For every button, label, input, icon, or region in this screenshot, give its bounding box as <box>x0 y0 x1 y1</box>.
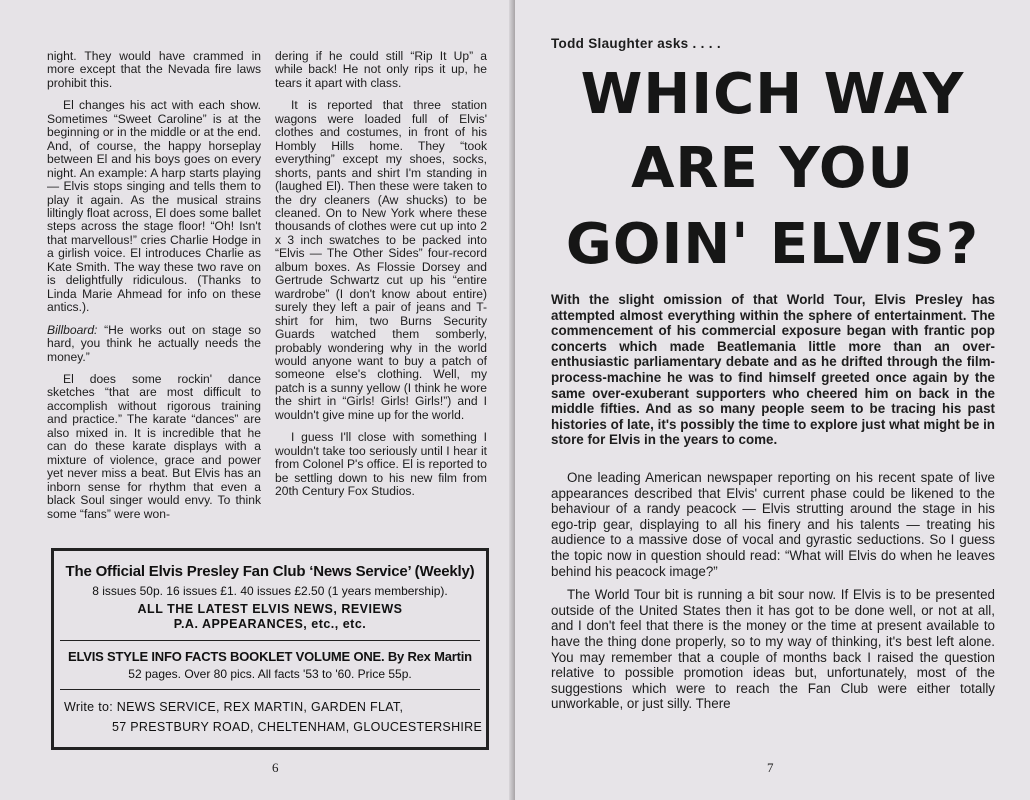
billboard-quote: “He works out on stage so hard, you think he actually needs the money.” <box>47 322 261 364</box>
left-column-2 <box>275 50 487 508</box>
paragraph: El changes his act with each show. Sometimes “Sweet Caroline” is at the beginning or in the middle or at the end. And, of course, the happy horseplay between El and his boys goes on every night. An example: A harp starts playing — Elvis stops singing and tells them to play it again. As the musical strains liltingly float across, El does some ballet steps across the stage floor! “Oh! Isn't that marvellous!” cries Charlie Hodge in a girlish voice. El introduces Charlie as Kate Smith. The way these two rave on is delightfully ridiculous. (Thanks to Linda Marie Ahmead for info on these antics.). <box>47 98 261 315</box>
advert-address: 57 PRESTBURY ROAD, CHELTENHAM, GLOUCESTERSHIRE <box>112 720 483 734</box>
advert-banner <box>54 602 486 632</box>
billboard-label: Billboard: <box>47 322 98 337</box>
paragraph: I guess I'll close with something I wouldn't take too seriously until I hear it from Colonel P's office. El is reported to be settling down to his new film from 20th Century Fox Studios. <box>275 430 487 499</box>
headline-line: WHICH WAY <box>580 62 965 127</box>
page-number: 7 <box>767 760 774 775</box>
left-column-1 <box>47 50 261 530</box>
paragraph: The World Tour bit is running a bit sour now. If Elvis is to be presented outside of the United States then it has got to be done well, or not at all, and I don't feel that there is the money or the time at present available to have the thing done properly, so to my way of thinking, it's best left alone. You may remember that a couple of months back I raised the question relative to possible promotion ideas but, unfortunately, most of the suggestions which were to reach the Fan Club were either totally unworkable, or just silly. There <box>551 587 995 712</box>
advert-divider <box>60 640 480 641</box>
advert-booklet-title: ELVIS STYLE INFO FACTS BOOKLET VOLUME ONE. By Rex Martin <box>68 649 472 664</box>
headline-line: ARE YOU <box>631 136 914 201</box>
paragraph: night. They would have crammed in more except that the Nevada fire laws prohibit this. <box>47 49 261 90</box>
billboard-paragraph <box>47 324 261 364</box>
article-body <box>551 470 995 720</box>
advert-banner-line: P.A. APPEARANCES, etc., etc. <box>173 617 367 631</box>
byline: Todd Slaughter asks . . . . <box>551 36 721 51</box>
advert-prices: 8 issues 50p. 16 issues £1. 40 issues £2.50 (1 years membership). <box>92 584 448 598</box>
right-page <box>515 0 1030 800</box>
advert-write-to: Write to: NEWS SERVICE, REX MARTIN, GARDEN FLAT, <box>64 700 404 714</box>
paragraph: One leading American newspaper reporting on his recent spate of live appearances described that Elvis' current phase could be likened to the behaviour of a randy peacock — Elvis strutting around the stage in his ego-trip gear, displaying to all his finery and his talents — treating his audience to a massive dose of vocal and gyrastic seductions. So I guess the topic now in question should read: “What will Elvis do when he leaves behind his peacock image?” <box>551 470 995 579</box>
advert-banner-line: ALL THE LATEST ELVIS NEWS, REVIEWS <box>137 602 403 616</box>
paragraph: El does some rockin' dance sketches “that are most difficult to accomplish without rigorous training and practice.” The karate “dances” are also mixed in. It is incredible that he can do these karate displays with a mixture of violence, grace and power yet never miss a beat. But Elvis has an inborn sense for rhythm that even a black Soul singer would envy. To think some “fans” were won- <box>47 371 261 521</box>
advert-divider <box>60 689 480 690</box>
fan-club-advert <box>51 548 489 750</box>
advert-booklet-details: 52 pages. Over 80 pics. All facts '53 to '60. Price 55p. <box>128 667 412 681</box>
advert-title: The Official Elvis Presley Fan Club ‘News Service’ (Weekly) <box>65 563 475 580</box>
paragraph: dering if he could still “Rip It Up” a while back! He not only rips it up, he tears it apart with class. <box>275 49 487 90</box>
headline-line: GOIN' ELVIS? <box>565 212 980 277</box>
page-number: 6 <box>272 760 279 775</box>
paragraph: It is reported that three station wagons were loaded full of Elvis' clothes and costumes, in front of his Hombly Hills home. They “took everything” except my shoes, socks, shorts, pants and shirt I'm standing in (laughed El). Then these were taken to the dry cleaners (Aw shucks) to be cleaned. On to New York where these thousands of clothes were cut up into 2 x 3 inch swatches to be packed into “Elvis — The Other Sides” four-record album boxes. As Flossie Dorsey and Gertrude Schwartz cut up his “entire wardrobe” (I don't know about entire) surely they left a pair of jeans and T-shirt for him, two Burns Security Guards watched them somberly, probably wondering why in the world would anyone want to buy a patch of someone else's clothing. Well, my patch is a sunny yellow (I think he wore the shirt in “Girls! Girls! Girls!”) and I wouldn't give mine up for the world. <box>275 98 487 422</box>
intro-paragraph: With the slight omission of that World Tour, Elvis Presley has attempted almost everything within the sphere of entertainment. The commencement of his commercial exposure began with frantic pop concerts which made Beatlemania little more than an over-enthusiastic parliamentary debate and as he drifted through the film-process-machine he was to find himself greeted once again by the same over-exuberant supporters who cheered him on back in the middle fifties. And as so many people seem to be tracing his past histories of late, it's possibly the time to explore just what might be in store for Elvis in the years to come. <box>551 292 995 448</box>
